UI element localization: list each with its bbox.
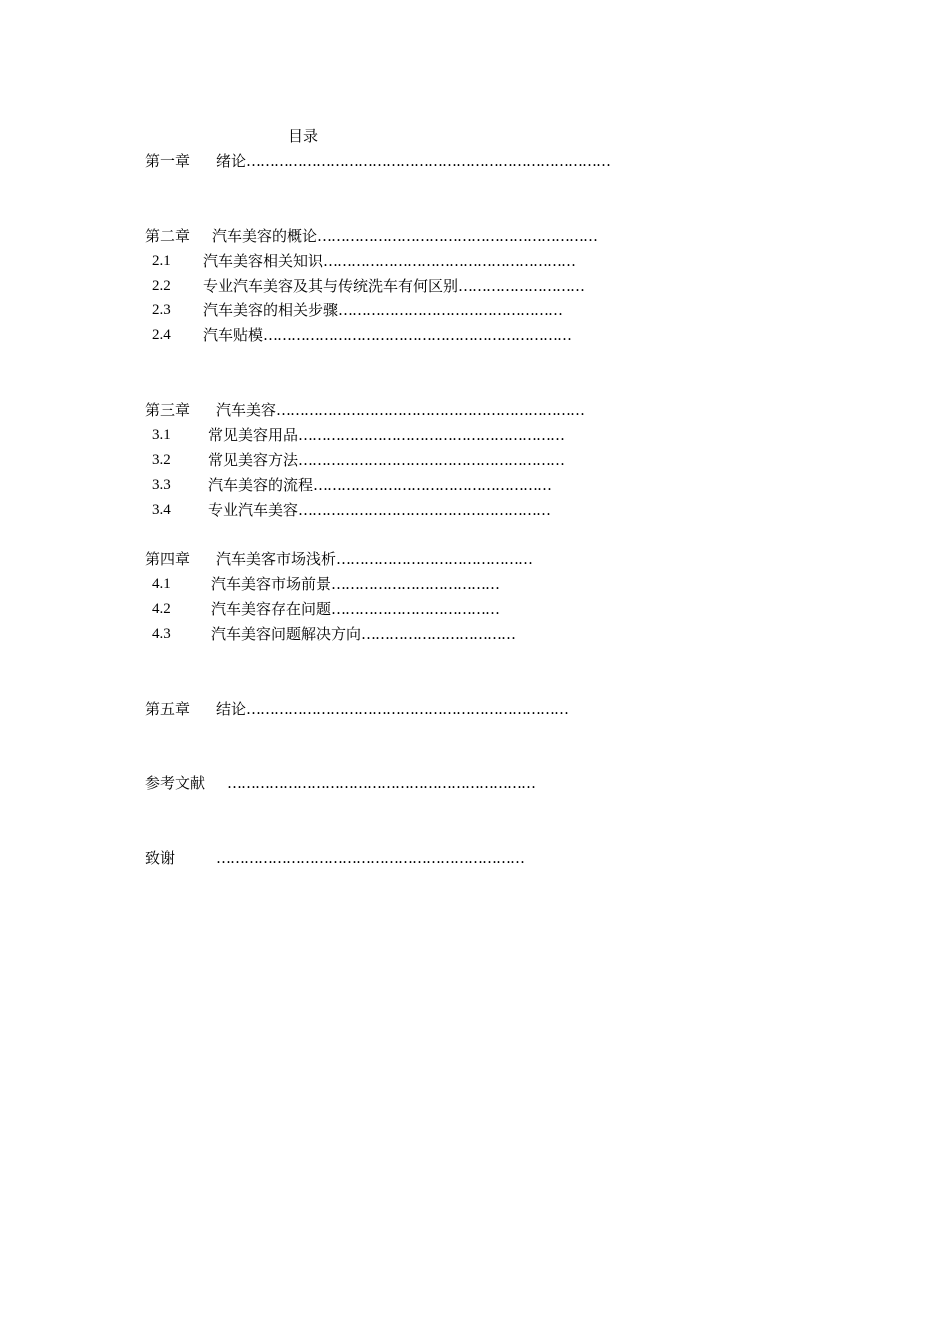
leader-dots: ……………………………………………… (298, 501, 551, 519)
toc-entry-section (152, 599, 499, 619)
section-number: 2.1 (152, 253, 171, 269)
section-number: 2.2 (152, 278, 171, 294)
section-title: 汽车美容存在问题 (211, 600, 332, 618)
leader-dots: …………………………………………… (313, 476, 552, 494)
chapter-title: 汽车美容的概论 (212, 227, 318, 245)
section-number: 4.2 (152, 601, 171, 617)
chapter-title: 结论 (216, 700, 247, 718)
leader-dots: …………………………………………………………… (246, 700, 569, 718)
section-number: 2.4 (152, 327, 171, 343)
section-title: 汽车美容相关知识 (203, 252, 324, 270)
section-number: 4.1 (152, 576, 171, 592)
leader-dots: ………………………………………………………… (263, 326, 572, 344)
section-title: 常见美容方法 (208, 451, 299, 469)
thanks-label: 致谢 (145, 849, 176, 867)
toc-entry-chapter2 (145, 226, 597, 246)
references-label: 参考文献 (145, 774, 206, 792)
leader-dots: ………………………………………………………… (276, 401, 585, 419)
toc-entry-chapter5 (145, 699, 568, 719)
chapter-title: 绪论 (216, 152, 247, 170)
toc-entry-section (152, 276, 584, 296)
leader-dots: ………………………………………………………… (216, 849, 525, 867)
section-number: 4.3 (152, 626, 171, 642)
section-title: 汽车美容市场前景 (211, 575, 332, 593)
section-number: 3.4 (152, 502, 171, 518)
leader-dots: ………………………………………………… (298, 451, 565, 469)
section-title: 专业汽车美容 (208, 501, 299, 519)
section-title: 专业汽车美容及其与传统洗车有何区别 (203, 277, 459, 295)
chapter-label: 第二章 (145, 227, 191, 245)
chapter-label: 第四章 (145, 550, 191, 568)
toc-entry-section (152, 475, 551, 495)
toc-entry-section (152, 500, 550, 520)
toc-entry-chapter3 (145, 400, 584, 420)
section-title: 常见美容用品 (208, 426, 299, 444)
toc-entry-chapter1 (145, 151, 610, 171)
toc-entry-section (152, 425, 564, 445)
toc-entry-section (152, 450, 564, 470)
section-number: 2.3 (152, 302, 171, 318)
leader-dots: …………………………… (361, 625, 516, 643)
toc-entry-references (145, 773, 535, 793)
toc-entry-section (152, 251, 575, 271)
leader-dots: ………………………………………… (338, 301, 563, 319)
section-title: 汽车美容问题解决方向 (211, 625, 362, 643)
section-title: 汽车贴模 (203, 326, 264, 344)
section-title: 汽车美容的相关步骤 (203, 301, 339, 319)
leader-dots: …………………………………………………………………… (246, 152, 611, 170)
section-number: 3.3 (152, 477, 171, 493)
toc-entry-thanks (145, 848, 524, 868)
toc-title: 目录 (288, 127, 319, 145)
leader-dots: ………………………………………………… (298, 426, 565, 444)
toc-entry-section (152, 300, 562, 320)
chapter-title: 汽车美客市场浅析 (216, 550, 337, 568)
chapter-label: 第一章 (145, 152, 191, 170)
leader-dots: ……………………………………………… (323, 252, 576, 270)
leader-dots: ………………………………………………………… (227, 774, 536, 792)
leader-dots: ……………………………… (331, 600, 500, 618)
leader-dots: ……………………… (458, 277, 585, 295)
section-title: 汽车美容的流程 (208, 476, 314, 494)
section-number: 3.1 (152, 427, 171, 443)
toc-entry-section (152, 574, 499, 594)
leader-dots: ……………………………… (331, 575, 500, 593)
toc-entry-section (152, 325, 571, 345)
section-number: 3.2 (152, 452, 171, 468)
chapter-title: 汽车美容 (216, 401, 277, 419)
leader-dots: …………………………………… (336, 550, 533, 568)
chapter-label: 第五章 (145, 700, 191, 718)
chapter-label: 第三章 (145, 401, 191, 419)
leader-dots: …………………………………………………… (317, 227, 598, 245)
toc-entry-section (152, 624, 515, 644)
toc-entry-chapter4 (145, 549, 532, 569)
